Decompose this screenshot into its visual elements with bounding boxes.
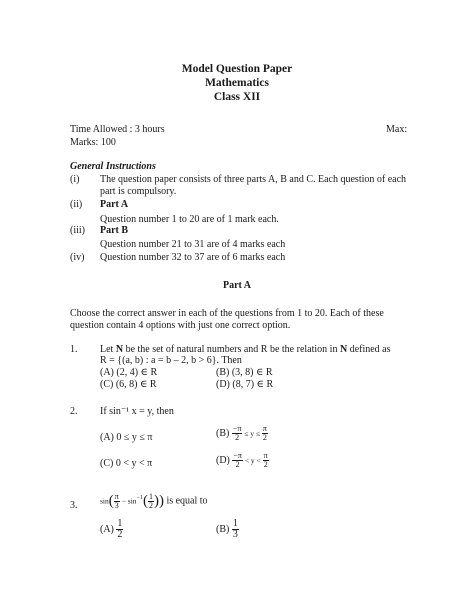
question-3-expression [100, 492, 208, 510]
option [100, 519, 123, 540]
instruction-num: (ii) [70, 199, 83, 210]
inverse-exponent: −1 [136, 495, 143, 501]
paren-close: ) [158, 493, 164, 510]
denominator: 2 [235, 460, 240, 469]
option-label: (D) [216, 454, 230, 466]
part-a-intro: Choose the correct answer in each of the questions from 1 to 20. Each of these question contain 4 options with just one correct option. [70, 308, 384, 331]
option: (C) 0 < y < π [100, 458, 153, 469]
q1-text: defined as [347, 344, 391, 355]
numerator: −π [233, 451, 242, 460]
q1-text: Let [100, 344, 116, 355]
paper-title: Model Question Paper [181, 63, 293, 75]
fraction [116, 519, 123, 540]
option: (D) (8, 7) ∈ R [216, 379, 274, 390]
denominator: 2 [148, 500, 153, 510]
fraction [263, 452, 269, 469]
option [216, 519, 239, 540]
instruction-text: Question number 1 to 20 are of 1 mark each. [100, 214, 279, 225]
question-number: 3. [70, 500, 78, 511]
question-3-suffix: is equal to [166, 495, 208, 507]
denominator: 3 [232, 529, 238, 540]
numerator: π [262, 424, 267, 433]
question-1-line-2: R = {(a, b) : a = b – 2, b > 6}. Then [100, 355, 242, 366]
denominator: 3 [114, 500, 119, 510]
question-number: 1. [70, 344, 78, 355]
option: (C) (6, 8) ∈ R [100, 379, 157, 390]
paren-open: ( [108, 493, 114, 510]
option: (A) (2, 4) ∈ R [100, 367, 158, 378]
numerator: π [114, 491, 119, 501]
sin-text: sin [100, 496, 109, 506]
q1-set-n: N [339, 344, 348, 355]
option-label: (B) [216, 427, 230, 439]
minus-sin-text: − sin [119, 496, 137, 506]
denominator: 2 [117, 529, 123, 540]
denominator: 2 [262, 433, 267, 442]
numerator: π [263, 451, 268, 460]
paren-close: ) [153, 493, 159, 510]
instruction-part-title: Part B [100, 225, 129, 236]
class-title: Class XII [213, 91, 261, 103]
option: (B) (3, 8) ∈ R [216, 367, 273, 378]
option: (A) 0 ≤ y ≤ π [100, 432, 153, 443]
subject-title: Mathematics [205, 77, 269, 89]
instruction-part-title: Part A [100, 199, 129, 210]
relation-text: ≤ y ≤ [242, 428, 262, 438]
fraction [262, 425, 268, 442]
instruction-num: (i) [70, 174, 80, 185]
numerator: −π [232, 424, 242, 433]
option-label: (A) [100, 523, 114, 535]
question-number: 2. [70, 406, 78, 417]
instruction-num: (iv) [70, 252, 85, 263]
q1-text: be the set of natural numbers and R be the relation in [123, 344, 340, 355]
part-a-heading: Part A [222, 280, 252, 291]
instructions-heading: General Instructions [70, 161, 156, 172]
numerator: 1 [117, 518, 123, 529]
denominator: 2 [235, 433, 240, 442]
instruction-text: The question paper consists of three parts A, B and C. Each question of each part is compulsory. [100, 174, 407, 197]
max-marks: Marks: 100 [70, 137, 116, 148]
time-allowed: Time Allowed : 3 hours [70, 124, 165, 135]
option-label: (B) [216, 523, 230, 535]
fraction [232, 425, 243, 442]
instruction-text: Question number 32 to 37 are of 6 marks each [100, 252, 286, 263]
question-2-stem: If sin⁻¹ x = y, then [100, 406, 174, 417]
q1-set-n: N [115, 344, 124, 355]
paren-open: ( [142, 493, 148, 510]
option [216, 452, 269, 469]
denominator: 2 [263, 460, 268, 469]
relation-text: < y < [242, 455, 263, 465]
numerator: 1 [232, 518, 238, 529]
instruction-num: (iii) [70, 225, 85, 236]
fraction [232, 452, 243, 469]
instruction-text: Question number 21 to 31 are of 4 marks each [100, 239, 286, 250]
fraction [232, 519, 239, 540]
max-label: Max: [386, 124, 408, 135]
option [216, 425, 268, 442]
numerator: 1 [148, 491, 153, 501]
